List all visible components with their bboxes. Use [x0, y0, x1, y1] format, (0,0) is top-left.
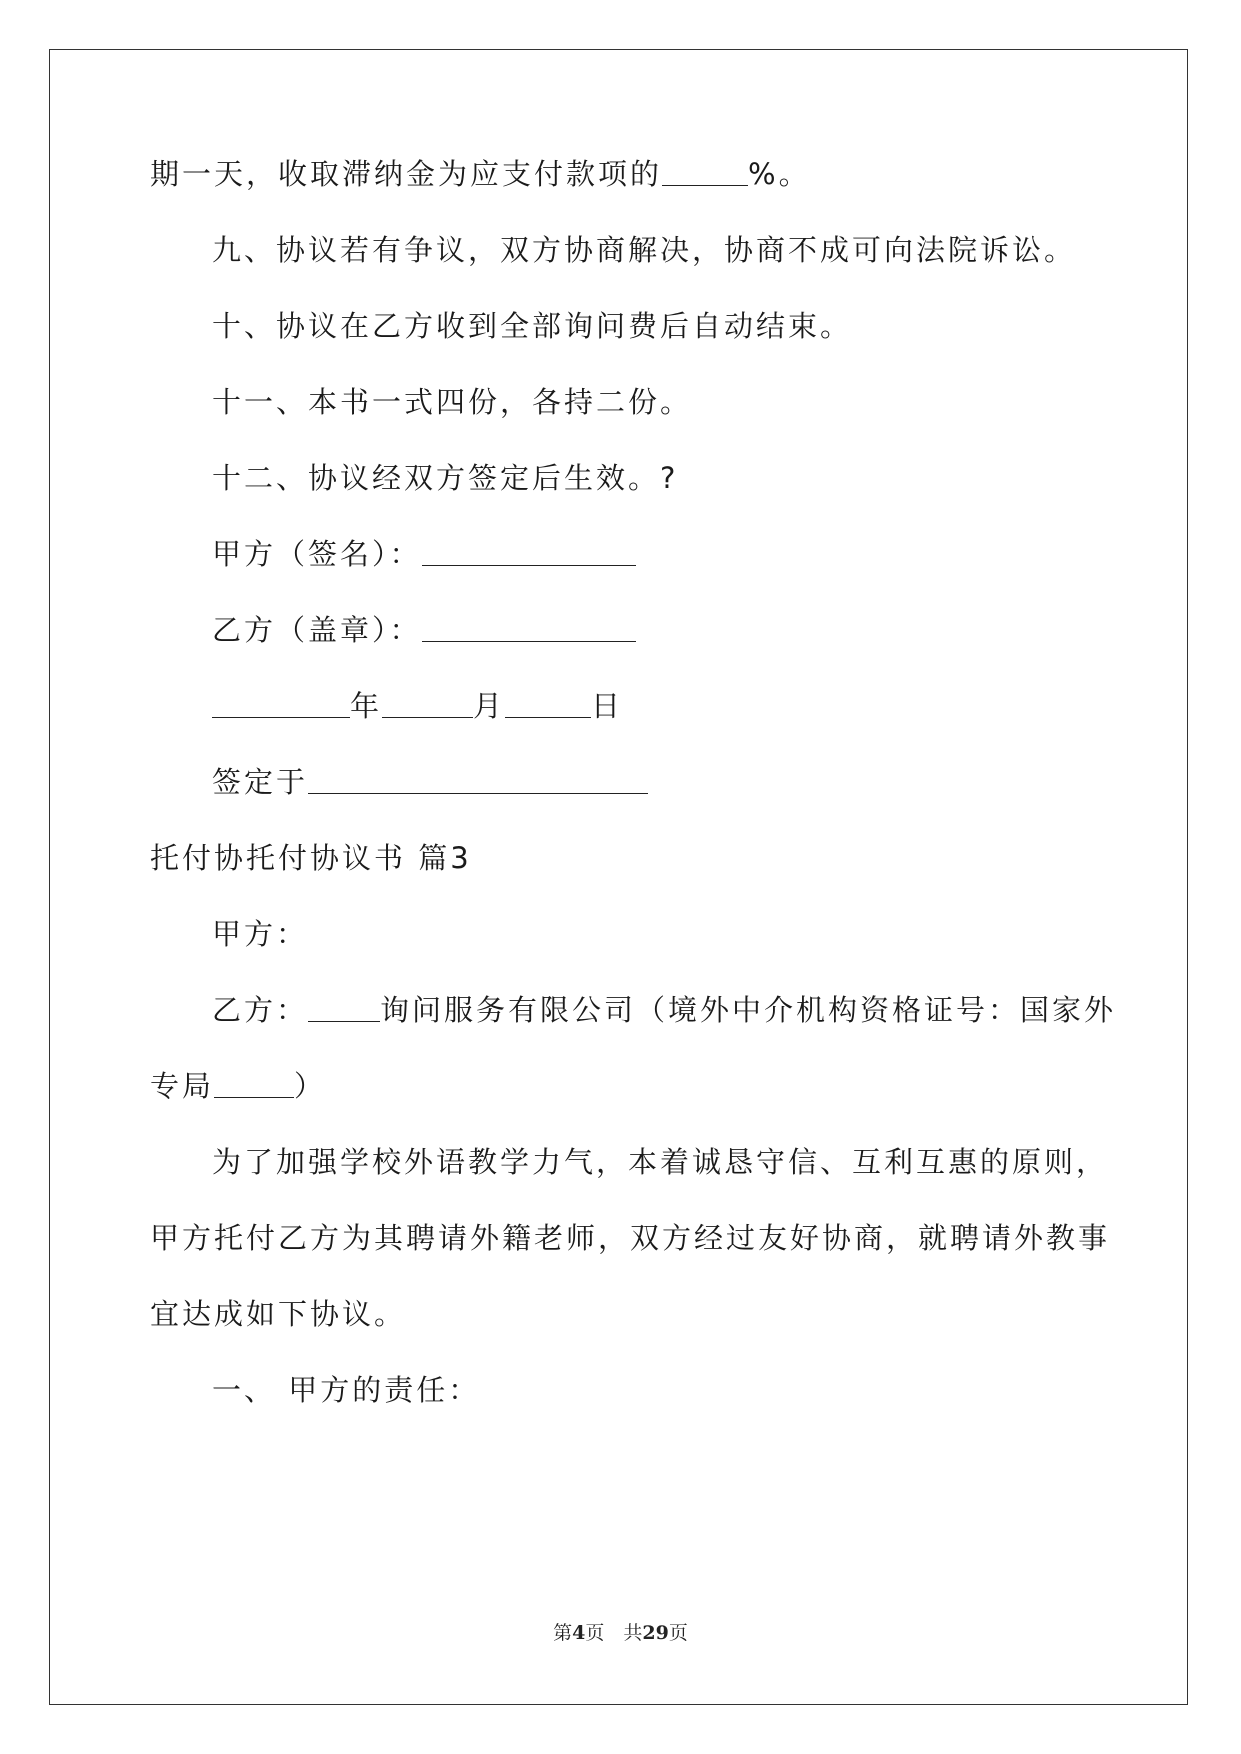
fill-blank: [382, 716, 473, 718]
text: 日: [591, 689, 624, 723]
signature-line-party-a: [212, 537, 636, 571]
text-line: 宜达成如下协议。: [150, 1297, 407, 1331]
page-footer: [0, 1618, 1241, 1645]
text-line: 九、协议若有争议，双方协商解决，协商不成可向法院诉讼。: [212, 233, 1077, 267]
text-line: 十二、协议经双方签定后生效。?: [212, 461, 679, 495]
text-line: [150, 157, 811, 191]
text-line: [150, 1069, 327, 1103]
fill-blank: [212, 716, 350, 718]
section-heading: 托付协托付协议书 篇3: [150, 841, 472, 875]
fill-blank: [308, 1020, 380, 1022]
text: 乙方（盖章）：: [212, 613, 422, 647]
fill-blank: [662, 184, 748, 186]
signature-line-party-b: [212, 613, 636, 647]
text-line: 甲方：: [212, 917, 309, 951]
footer-suffix: 页: [668, 1622, 688, 1644]
text-line: [212, 993, 1117, 1027]
page-border: [49, 49, 1188, 1705]
page-number: 4: [572, 1622, 586, 1644]
fill-blank: [505, 716, 591, 718]
text: 签定于: [212, 765, 309, 799]
text: 年: [350, 689, 383, 723]
text: 月: [473, 689, 506, 723]
text-line: 十、协议在乙方收到全部询问费后自动结束。: [212, 309, 853, 343]
text-line: 一、 甲方的责任：: [212, 1373, 481, 1407]
fill-blank: [422, 564, 636, 566]
signing-place-line: [212, 765, 648, 799]
text: 专局: [150, 1069, 215, 1103]
text: 询问服务有限公司（境外中介机构资格证号：国家外: [380, 993, 1117, 1027]
text: ）: [294, 1069, 327, 1103]
fill-blank: [214, 1096, 294, 1098]
text: 期一天，收取滞纳金为应支付款项的: [150, 157, 663, 191]
date-line: [212, 689, 624, 723]
fill-blank: [422, 640, 636, 642]
text-line: 甲方托付乙方为其聘请外籍老师，双方经过友好协商，就聘请外教事: [150, 1221, 1111, 1255]
text: 甲方（签名）：: [212, 537, 422, 571]
text-line: 为了加强学校外语教学力气，本着诚恳守信、互利互惠的原则，: [212, 1145, 1109, 1179]
fill-blank: [308, 792, 648, 794]
text: 乙方：: [212, 993, 309, 1027]
page-total: 29: [642, 1622, 669, 1644]
footer-middle: 页 共: [585, 1622, 643, 1644]
footer-prefix: 第: [553, 1622, 573, 1644]
text: %。: [748, 157, 811, 191]
text-line: 十一、本书一式四份，各持二份。: [212, 385, 693, 419]
